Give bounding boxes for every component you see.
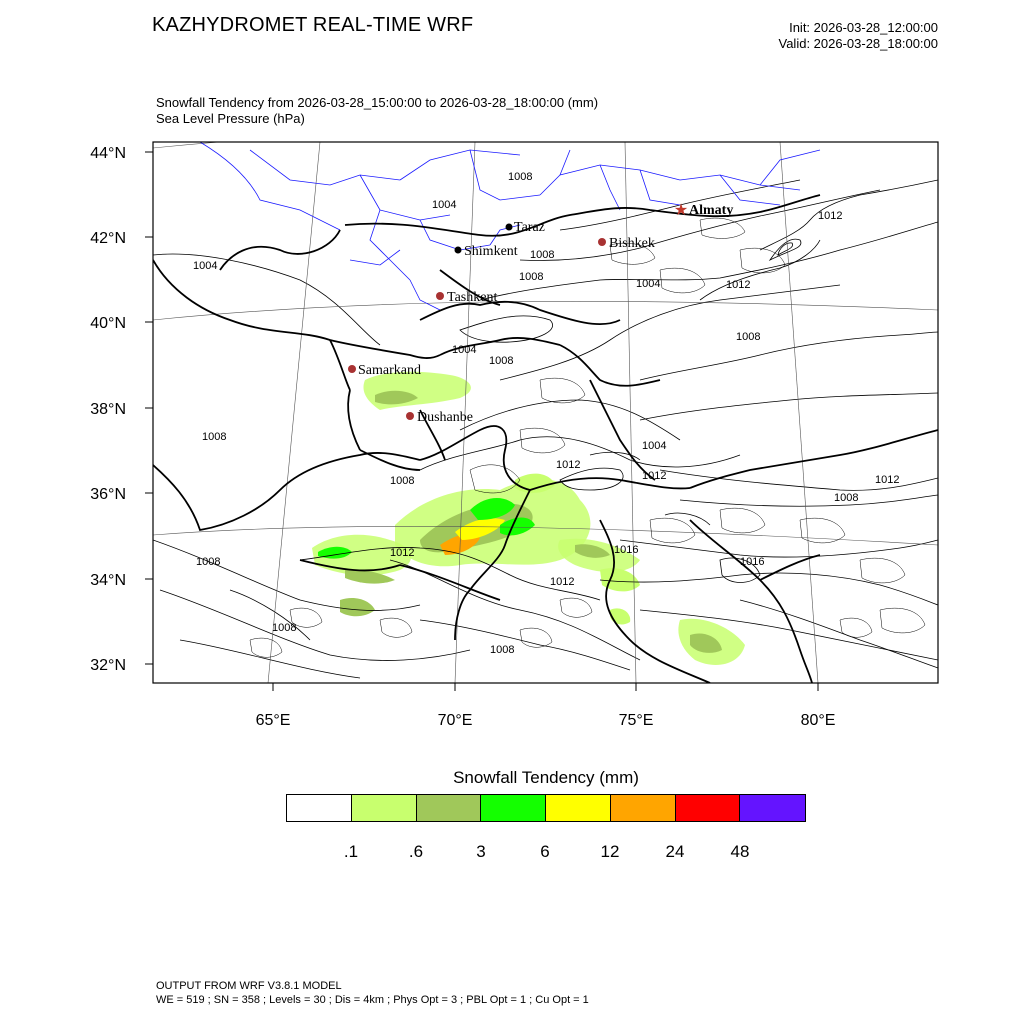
lat-label-36: 36°N: [90, 486, 126, 503]
lon-label-75: 75°E: [618, 712, 654, 729]
city-dot-icon: [348, 365, 356, 373]
lat-label-42: 42°N: [90, 230, 126, 247]
lat-label-34: 34°N: [90, 572, 126, 589]
isobar-label: 1012: [818, 210, 843, 222]
lat-ticks: [145, 152, 153, 664]
legend-tick-label: .1: [343, 842, 359, 861]
city-label: Shimkent: [464, 244, 518, 259]
city-label: Bishkek: [609, 236, 655, 251]
isobar-label: 1012: [556, 459, 581, 471]
city-dot-icon: [406, 412, 414, 420]
legend-title: Snowfall Tendency (mm): [453, 768, 639, 787]
isobar-label: 1012: [726, 279, 751, 291]
legend-swatch: [352, 795, 417, 821]
map-title: KAZHYDROMET REAL-TIME WRF: [152, 14, 474, 36]
isobar-label: 1008: [202, 431, 227, 443]
legend-swatch: [287, 795, 352, 821]
isobar-label: 1008: [530, 249, 555, 261]
legend-swatch: [417, 795, 482, 821]
city-shimkent[interactable]: [455, 244, 518, 259]
city-almaty[interactable]: [674, 200, 734, 219]
valid-time: Valid: 2026-03-28_18:00:00: [778, 36, 938, 51]
star-icon: ★: [673, 200, 689, 219]
lat-label-40: 40°N: [90, 315, 126, 332]
model-params-line: WE = 519 ; SN = 358 ; Levels = 30 ; Dis = 4km ; Phys Opt = 3 ; PBL Opt = 1 ; Cu Opt = 1: [156, 994, 589, 1006]
legend-swatch: [546, 795, 611, 821]
isobar-label: 1008: [834, 492, 859, 504]
isobar-label: 1004: [452, 344, 477, 356]
isobar-label: 1016: [740, 556, 765, 568]
model-info-line: OUTPUT FROM WRF V3.8.1 MODEL: [156, 980, 342, 992]
city-bishkek[interactable]: [598, 236, 655, 251]
isobar-label: 1012: [875, 474, 900, 486]
isobar-label: 1012: [550, 576, 575, 588]
city-label: Samarkand: [358, 363, 421, 378]
lon-label-70: 70°E: [437, 712, 473, 729]
legend-tick-label: .6: [408, 842, 424, 861]
terrain-contours: [250, 218, 925, 657]
isobar-label: 1008: [508, 171, 533, 183]
snowfall-fill: [312, 372, 745, 665]
isobar-label: 1004: [193, 260, 218, 272]
legend-swatch: [611, 795, 676, 821]
city-dot-icon: [506, 224, 513, 231]
city-label: Tashkent: [447, 290, 498, 305]
isobar-label: 1008: [196, 556, 221, 568]
isobar-label: 1004: [432, 199, 457, 211]
legend-tick-label: 6: [540, 842, 550, 861]
legend-tick-label: 48: [730, 842, 750, 861]
field-subtitle-snowfall: Snowfall Tendency from 2026-03-28_15:00:00 to 2026-03-28_18:00:00 (mm): [156, 95, 599, 110]
lat-labels: [90, 145, 126, 674]
isobar-label: 1008: [390, 475, 415, 487]
legend-swatch: [676, 795, 741, 821]
city-label: Almaty: [689, 203, 734, 218]
isobar-label: 1008: [489, 355, 514, 367]
lon-label-65: 65°E: [255, 712, 291, 729]
city-dushanbe[interactable]: [406, 410, 473, 425]
lat-label-32: 32°N: [90, 657, 126, 674]
lon-ticks: [273, 683, 818, 691]
city-taraz[interactable]: [506, 220, 545, 235]
isobar-label: 1008: [519, 271, 544, 283]
city-dot-icon: [598, 238, 606, 246]
isobar-label: 1008: [272, 622, 297, 634]
isobar-label: 1012: [642, 470, 667, 482]
isobar-label: 1012: [390, 547, 415, 559]
isobar-labels: [193, 171, 899, 656]
color-legend-bar: [286, 794, 806, 822]
lon-label-80: 80°E: [800, 712, 836, 729]
legend-tick-label: 24: [665, 842, 685, 861]
isobar-label: 1008: [490, 644, 515, 656]
legend-tick-label: 3: [476, 842, 486, 861]
legend-tick-label: 12: [600, 842, 620, 861]
city-label: Taraz: [514, 220, 545, 235]
city-samarkand[interactable]: [348, 363, 421, 378]
field-subtitle-pressure: Sea Level Pressure (hPa): [156, 111, 305, 126]
isobar-label: 1004: [636, 278, 661, 290]
lat-label-44: 44°N: [90, 145, 126, 162]
legend-swatch: [481, 795, 546, 821]
lat-label-38: 38°N: [90, 401, 126, 418]
isobar-label: 1016: [614, 544, 639, 556]
init-time: Init: 2026-03-28_12:00:00: [789, 20, 938, 35]
city-dot-icon: [455, 247, 462, 254]
isobar-label: 1008: [736, 331, 761, 343]
city-label: Dushanbe: [417, 410, 473, 425]
isobar-label: 1004: [642, 440, 667, 452]
lon-labels: [256, 712, 836, 729]
city-dot-icon: [436, 292, 444, 300]
legend-swatch: [740, 795, 805, 821]
